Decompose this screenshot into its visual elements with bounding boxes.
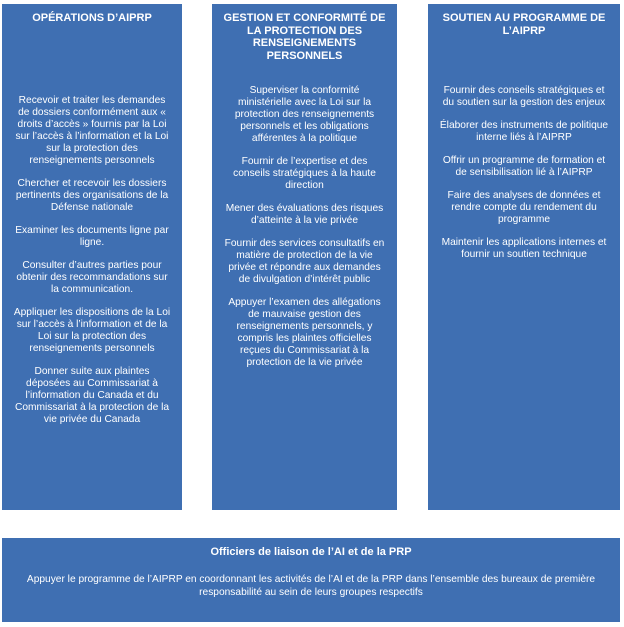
liaison-officers-description: Appuyer le programme de l’AIPRP en coordonnant les activités de l’AI et de la PRP dans l’ensemble des bureaux de première responsabilité au sein de leurs groupes respectifs xyxy=(26,574,596,598)
column-items xyxy=(222,62,387,369)
list-item: Maintenir les applications internes et fournir un soutien technique xyxy=(441,237,607,260)
liaison-officers-title: Officiers de liaison de l’AI et de la PRP xyxy=(210,546,412,558)
list-item: Fournir des conseils stratégiques et du soutien sur la gestion des enjeux xyxy=(442,85,606,108)
column-items xyxy=(438,37,610,261)
list-item: Faire des analyses de données et rendre compte du rendement du programme xyxy=(447,190,601,225)
column-title: OPÉRATIONS D’AIPRP xyxy=(32,12,152,24)
list-item: Appliquer les dispositions de la Loi sur l’accès à l’information et de la Loi sur la protection des renseignements personnels xyxy=(13,306,171,354)
list-item: Recevoir et traiter les demandes de dossiers conformément aux « droits d’accès » fournis par la Loi sur l’accès à l’information et la Loi sur la protection des renseignements personnels xyxy=(15,94,169,166)
list-item: Examiner les documents ligne par ligne. xyxy=(15,224,169,248)
list-item: Élaborer des instruments de politique interne liés à l’AIPRP xyxy=(439,120,609,143)
list-item: Superviser la conformité ministérielle avec la Loi sur la protection des renseignements personnels et les obligations afférentes à la politique xyxy=(234,85,375,144)
list-item: Donner suite aux plaintes déposées au Commissariat à l’information du Canada et du Commissariat à la protection de la vie privée du Canada xyxy=(14,365,169,425)
column-program-support xyxy=(428,4,620,510)
list-item: Chercher et recevoir les dossiers pertinents des organisations de la Défense nationale xyxy=(15,177,169,213)
column-items xyxy=(12,25,172,426)
list-item: Mener des évaluations des risques d’atteinte à la vie privée xyxy=(225,203,384,226)
list-item: Offrir un programme de formation et de sensibilisation lié à l’AIPRP xyxy=(442,155,606,178)
list-item: Consulter d’autres parties pour obtenir des recommandations sur la communication. xyxy=(16,259,168,295)
liaison-officers-box xyxy=(2,538,620,622)
list-item: Fournir de l’expertise et des conseils stratégiques à la haute direction xyxy=(233,156,376,191)
list-item: Fournir des services consultatifs en matière de protection de la vie privée et répondre aux demandes de divulgation d’intérêt public xyxy=(224,238,385,285)
column-title: GESTION ET CONFORMITÉ DE LA PROTECTION DES RENSEIGNEMENTS PERSONNELS xyxy=(223,12,386,62)
list-item: Appuyer l’examen des allégations de mauvaise gestion des renseignements personnels, y compris les plaintes officielles reçues du Commissariat à la protection de la vie privée xyxy=(228,297,381,368)
column-title: SOUTIEN AU PROGRAMME DE L’AIPRP xyxy=(442,12,606,37)
column-aiprp-operations xyxy=(2,4,182,510)
column-privacy-management xyxy=(212,4,397,510)
